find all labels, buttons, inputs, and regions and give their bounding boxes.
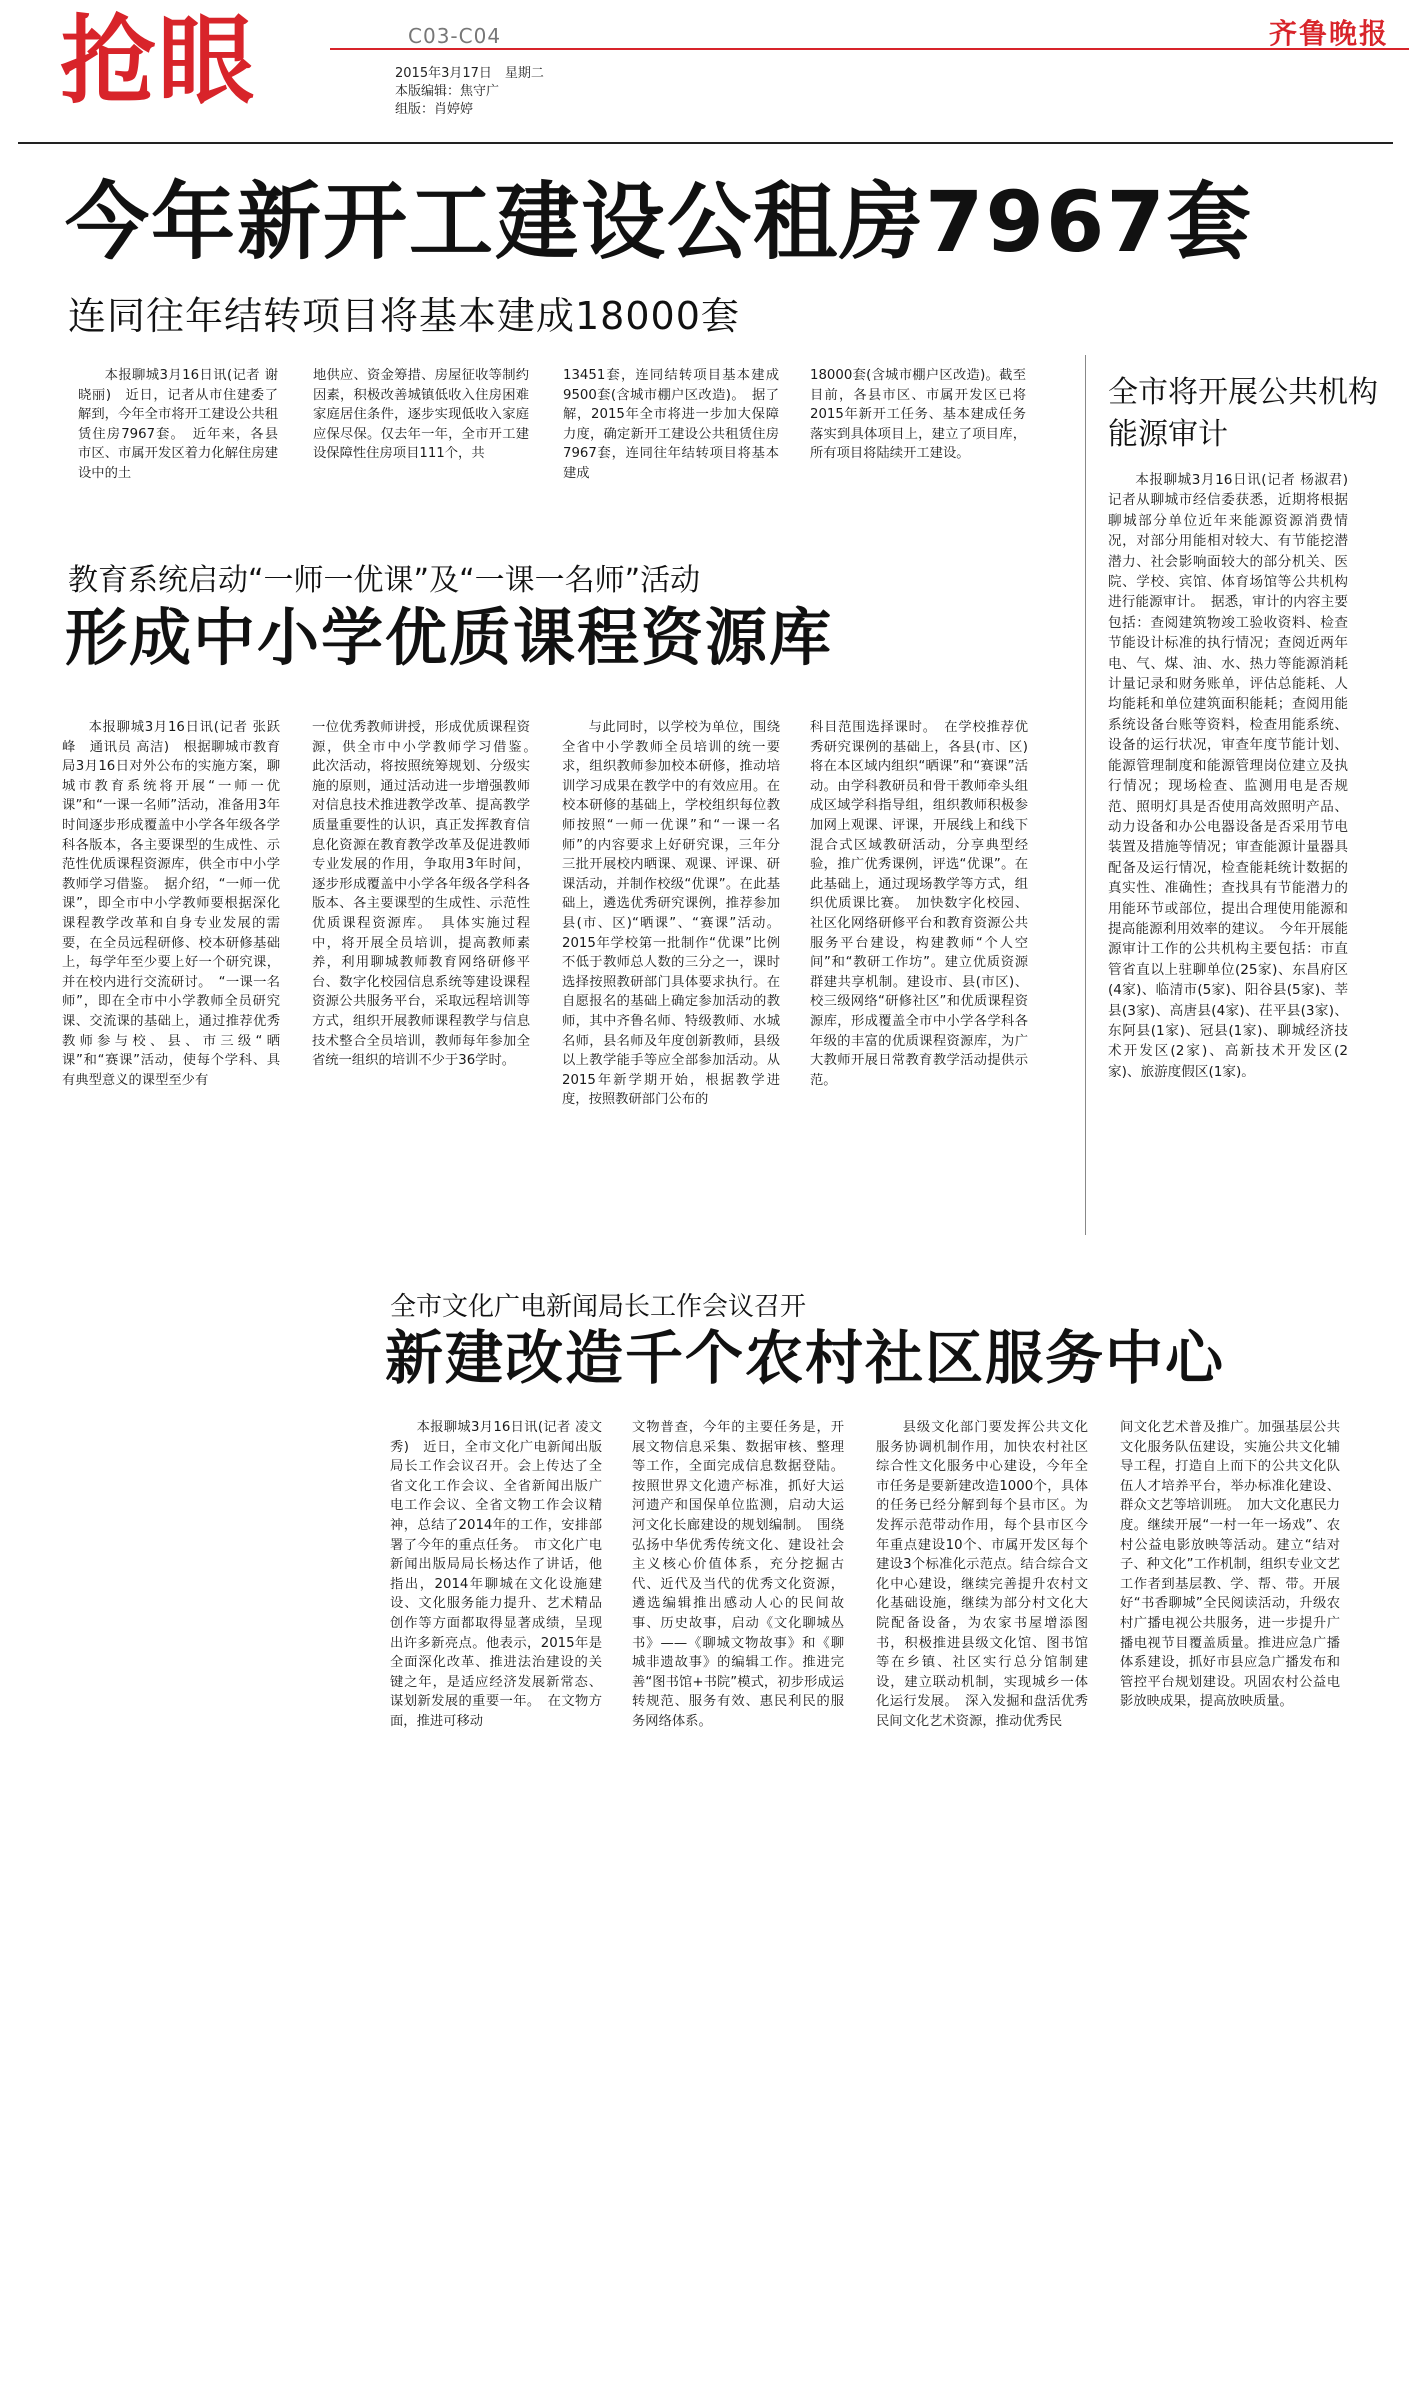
section-title: 抢眼: [60, 5, 256, 117]
article4-col2: 文物普查，今年的主要任务是，开展文物信息采集、数据审核、整理等工作，全面完成信息数据登陆。按照世界文化遗产标准，抓好大运河遗产和国保单位监测，启动大运河文化长廊建设的规划编制。 围绕弘扬中华优秀传统文化、建设社会主义核心价值体系，充分挖掘古代、近代及当代的优秀文化资源，遴选编辑推出感动人心的民间故事、历史故事，启动《文化聊城丛书》——《聊城文物故事》和《聊城非遗故事》的编辑工作。推进完善“图书馆+书院”模式，初步形成运转规范、服务有效、惠民利民的服务网络体系。: [632, 1420, 844, 1729]
article2-col3: 与此同时，以学校为单位，围绕全省中小学教师全员培训的统一要求，组织教师参加校本研修，推动培训学习成果在教学中的有效应用。在校本研修的基础上，学校组织每位教师按照“一师一优课”和“一课一名师”的内容要求上好研究课，三年分三批开展校内晒课、观课、评课、研课活动，并制作校级“优课”。在此基础上，遴选优秀研究课例，推荐参加县(市、区)“晒课”、“赛课”活动。2015年学校第一批制作“优课”比例不低于教师总人数的三分之一，课时选择按照教研部门具体要求执行。在自愿报名的基础上确定参加活动的教师，其中齐鲁名师、特级教师、水城名师，县名师及年度创新教师，县级以上教学能手等应全部参加活动。从2015年新学期开始，根据教学进度，按照教研部门公布的: [562, 720, 780, 1108]
article4-col4: 间文化艺术普及推广。加强基层公共文化服务队伍建设，实施公共文化辅导工程，打造自上而下的公共文化队伍人才培养平台，举办标准化建设、群众文艺等培训班。 加大文化惠民力度。继续开展“一村一年一场戏”、农村公益电影放映等活动。建立“结对子、种文化”工作机制，组织专业文艺工作者到基层教、学、帮、带。开展好“书香聊城”全民阅读活动，升级农村广播电视公共服务，进一步提升广播电视节目覆盖质量。推进应急广播体系建设，抓好市县应急广播发布和管控平台规划建设。巩固农村公益电影放映成果，提高放映质量。: [1120, 1420, 1340, 1710]
article2-col1: 本报聊城3月16日讯(记者 张跃峰 通讯员 高洁) 根据聊城市教育局3月16日对外公布的实施方案，聊城市教育系统将开展“一师一优课”和“一课一名师”活动，准备用3年时间逐步形成覆盖中小学各年级各学科各版本，各主要课型的生成性、示范性优质课程资源库，供全市中小学教师学习借鉴。 据介绍，“一师一优课”，即全市中小学教师要根据深化课程教学改革和自身专业发展的需要，在全员远程研修、校本研修基础上，每学年至少要上好一个研究课，并在校内进行交流研讨。 “一课一名师”，即在全市中小学教师全员研究课、交流课的基础上，通过推荐优秀教师参与校、县、市三级“晒课”和“赛课”活动，使每个学科、具有典型意义的课型至少有: [62, 720, 280, 1088]
article1-col1: 本报聊城3月16日讯(记者 谢晓丽) 近日，记者从市住建委了解到，今年全市将开工建设公共租赁住房7967套。 近年来，各县市区、市属开发区着力化解住房建设中的土: [78, 368, 278, 481]
masthead-divider: [330, 48, 1409, 50]
article4-col1: 本报聊城3月16日讯(记者 凌文秀) 近日，全市文化广电新闻出版局长工作会议召开。会上传达了全省文化工作会议、全省新闻出版广电工作会议、全省文物工作会议精神，总结了2014年的工作，安排部署了今年的重点任务。 市文化广电新闻出版局局长杨达作了讲话，他指出，2014年聊城在文化设施建设、文化服务能力提升、艺术精品创作等方面都取得显著成绩，呈现出许多新亮点。他表示，2015年是全面深化改革、推进法治建设的关键之年，是适应经济发展新常态、谋划新发展的重要一年。 在文物方面，推进可移动: [390, 1420, 602, 1729]
proofreader-credit: 组版：肖婷婷: [395, 102, 474, 117]
article4-kicker: 全市文化广电新闻局长工作会议召开: [390, 1292, 807, 1322]
article2-headline: 形成中小学优质课程资源库: [65, 601, 834, 674]
article3-headline: 全市将开展公共机构能源审计: [1108, 375, 1378, 452]
column-divider: [1085, 355, 1086, 1235]
article1-col3: 13451套，连同结转项目基本建成9500套(含城市棚户区改造)。 据了解，2015年全市将进一步加大保障力度，确定新开工建设公共租赁住房7967套，连同往年结转项目将基本建成: [563, 368, 779, 481]
article1-col2: 地供应、资金筹措、房屋征收等制约因素，积极改善城镇低收入住房困难家庭居住条件，逐步实现低收入家庭应保尽保。仅去年一年，全市开工建设保障性住房项目111个，共: [313, 368, 529, 462]
article2-col4: 科目范围选择课时。 在学校推荐优秀研究课例的基础上，各县(市、区)将在本区域内组织“晒课”和“赛课”活动。由学科教研员和骨干教师牵头组成区域学科指导组，组织教师积极参加网上观课、评课，开展线上和线下混合式区域教研活动，分享典型经验，推广优秀课例，评选“优课”。在此基础上，通过现场教学等方式，组织优质课比赛。 加快数字化校园、社区化网络研修平台和教育资源公共服务平台建设，构建教师“个人空间”和“教研工作坊”。建立优质资源群建共享机制。建设市、县(市区)、校三级网络“研修社区”和优质课程资源库，形成覆盖全市中小学各学科各年级的丰富的优质课程资源库，为广大教师开展日常教育教学活动提供示范。: [810, 720, 1028, 1088]
article1-subhead: 连同往年结转项目将基本建成18000套: [68, 294, 740, 338]
newspaper-logo: 齐鲁晚报: [1268, 17, 1389, 50]
article3-body: 本报聊城3月16日讯(记者 杨淑君) 记者从聊城市经信委获悉，近期将根据聊城部分单位近年来能源资源消费情况，对部分用能相对较大、有节能挖潜潜力、社会影响面较大的部分机关、医院、学校、宾馆、体育场馆等公共机构进行能源审计。 据悉，审计的内容主要包括：查阅建筑物竣工验收资料、检查节能设计标准的执行情况；查阅近两年电、气、煤、油、水、热力等能源消耗计量记录和财务账单，评估总能耗、人均能耗和单位建筑面积能耗；查阅用能系统设备台账等资料，检查用能系统、设备的运行状况，审查年度节能计划、能源管理制度和能源管理岗位建立及执行情况；现场检查、监测用电是否规范、照明灯具是否使用高效照明产品、动力设备和办公电器设备是否采用节电装置及措施等情况；审查能源计量器具配备及运行情况，检查能耗统计数据的真实性、准确性；查找具有节能潜力的用能环节或部位，提出合理使用能源和提高能源利用效率的建议。 今年开展能源审计工作的公共机构主要包括：市直管省直以上驻聊单位(25家)、东昌府区(4家)、临清市(5家)、阳谷县(5家)、莘县(3家)、高唐县(4家)、茌平县(3家)、东阿县(1家)、冠县(1家)、聊城经济技术开发区(2家)、高新技术开发区(2家)、旅游度假区(1家)。: [1108, 472, 1362, 1080]
article2-kicker: 教育系统启动“一师一优课”及“一课一名师”活动: [68, 563, 701, 598]
header-rule: [18, 142, 1393, 144]
article4-col3: 县级文化部门要发挥公共文化服务协调机制作用，加快农村社区综合性文化服务中心建设，今年全市任务是要新建改造1000个，具体的任务已经分解到每个县市区。为发挥示范带动作用，每个县市区今年重点建设10个、市属开发区每个建设3个标准化示范点。结合综合文化中心建设，继续完善提升农村文化基础设施，继续为部分村文化大院配备设备，为农家书屋增添图书，积极推进县级文化馆、图书馆等在乡镇、社区实行总分馆制建设，建立联动机制，实现城乡一体化运行发展。 深入发掘和盘活优秀民间文化艺术资源，推动优秀民: [876, 1420, 1088, 1729]
page-code: C03-C04: [408, 24, 502, 48]
editor-credit: 本版编辑：焦守广: [395, 84, 500, 99]
issue-date: 2015年3月17日 星期二: [395, 66, 544, 81]
article2-col2: 一位优秀教师讲授，形成优质课程资源，供全市中小学教师学习借鉴。 此次活动，将按照统筹规划、分级实施的原则，通过活动进一步增强教师对信息技术推进教学改革、提高教学质量重要性的认识，真正发挥教育信息化资源在教育教学改革及促进教师专业发展的作用，争取用3年时间，逐步形成覆盖中小学各年级各学科各版本、各主要课型的生成性、示范性优质课程资源库。 具体实施过程中，将开展全员培训，提高教师素养，利用聊城教师教育网络研修平台、数字化校园信息系统等建设课程资源公共服务平台，采取远程培训等方式，组织开展教师课程教学与信息技术整合全员培训，教师每年参加全省统一组织的培训不少于36学时。: [312, 720, 544, 1069]
article1-col4: 18000套(含城市棚户区改造)。截至目前，各县市区、市属开发区已将2015年新开工任务、基本建成任务落实到具体项目上，建立了项目库，所有项目将陆续开工建设。: [810, 368, 1026, 462]
article4-headline: 新建改造千个农村社区服务中心: [385, 1324, 1226, 1392]
article1-headline: 今年新开工建设公租房7967套: [65, 173, 1253, 271]
